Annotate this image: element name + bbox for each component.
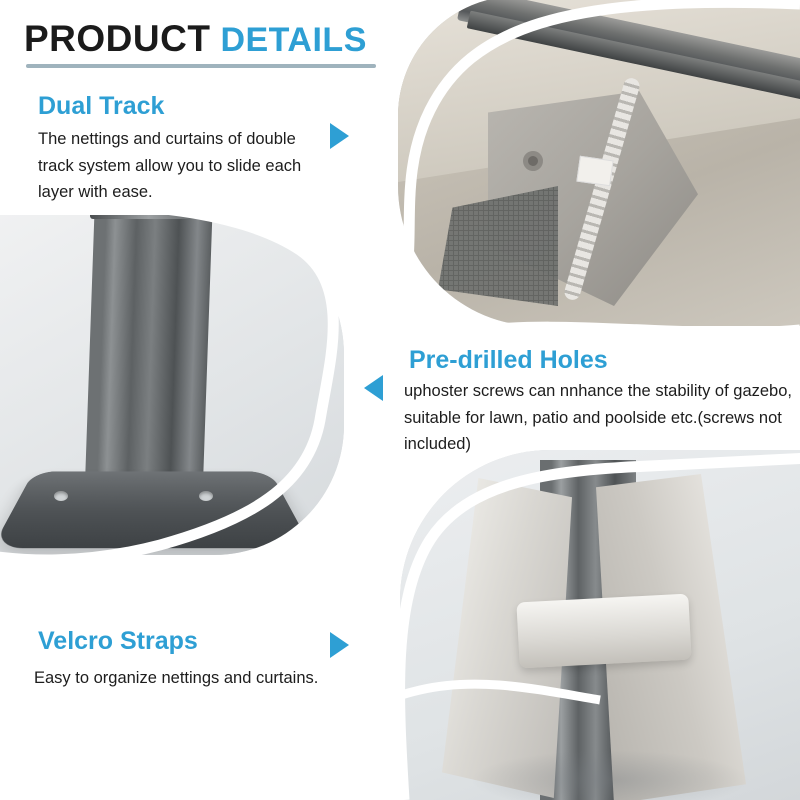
pre-drilled-hole-left: [54, 491, 68, 501]
section-body-pre-drilled-holes: uphoster screws can nnhance the stability of gazebo, suitable for lawn, patio and poolside etc.(screws not included): [404, 382, 792, 454]
page-title: [24, 18, 367, 60]
section-heading-dual-track: Dual Track: [38, 92, 165, 120]
title-underline: [26, 64, 376, 68]
pole-base-photo: [0, 215, 344, 555]
page-title-accent: DETAILS: [220, 21, 367, 59]
velcro-strap: [516, 594, 691, 669]
pole-top-edge: [90, 215, 208, 219]
pole-base-plate: [0, 471, 312, 548]
fabric-tag: [576, 156, 613, 186]
dual-track-photo: [398, 0, 800, 326]
velcro-strap-photo: [400, 450, 800, 800]
section-body-velcro-straps: Easy to organize nettings and curtains.: [34, 669, 319, 687]
section-heading-velcro-straps: Velcro Straps: [38, 627, 198, 655]
arrow-left-icon: [364, 375, 383, 401]
aluminum-pole: [85, 215, 212, 475]
floor-shadow: [470, 750, 750, 800]
section-body-dual-track: The nettings and curtains of double track system allow you to slide each layer with ease.: [38, 130, 302, 202]
arrow-right-icon: [330, 632, 349, 658]
arrow-right-icon: [330, 123, 349, 149]
pre-drilled-hole-right: [199, 491, 213, 501]
page-title-main: PRODUCT: [24, 18, 211, 59]
section-heading-pre-drilled-holes: Pre-drilled Holes: [409, 346, 608, 374]
